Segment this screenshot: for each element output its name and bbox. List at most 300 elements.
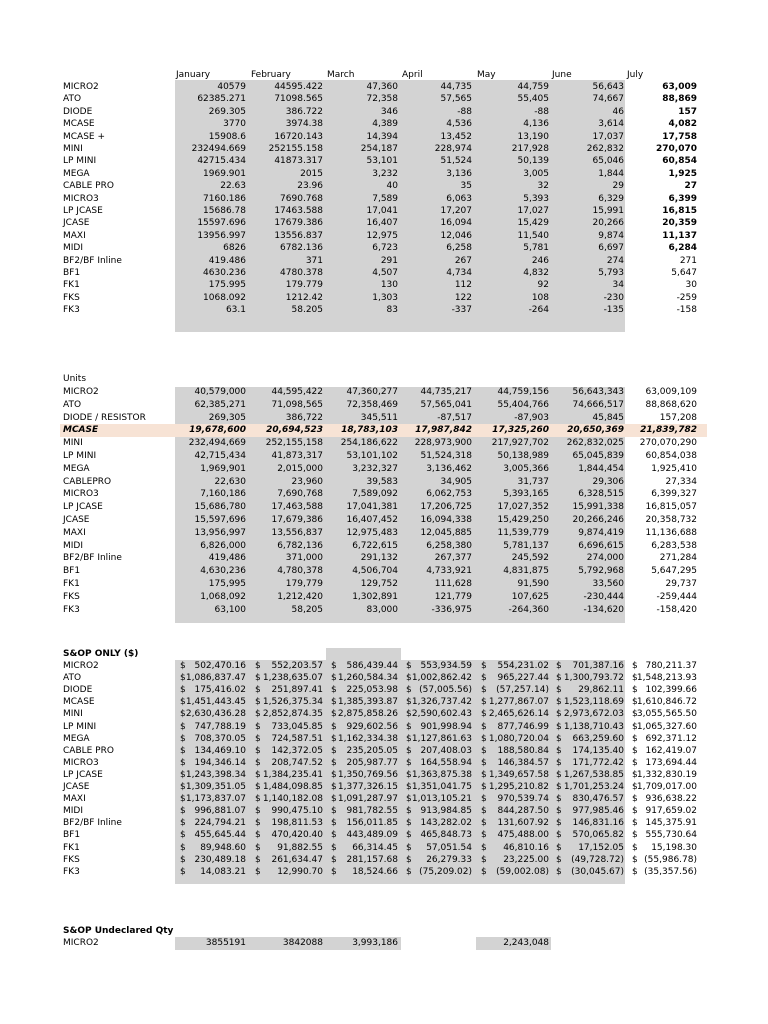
currency-symbol: $ — [556, 769, 562, 780]
cell: 11,540 — [517, 230, 549, 241]
cell: 29,737 — [665, 579, 697, 589]
cell: 15597.696 — [197, 218, 246, 229]
cell: 44,759 — [517, 82, 549, 92]
cell: 45,845 — [592, 412, 624, 423]
table-row — [0, 721, 768, 733]
cell: 13,956,997 — [194, 527, 246, 538]
cell: 17,325,260 — [492, 425, 549, 436]
cell: 18,783,103 — [341, 425, 398, 436]
cell: 65,045,839 — [572, 451, 624, 461]
cell: 20,266,246 — [572, 515, 624, 525]
table-row — [0, 143, 768, 155]
currency-symbol: $ — [406, 733, 412, 744]
value-amount: 145,375.91 — [645, 818, 697, 829]
cell: 7,160,186 — [200, 489, 246, 500]
cell — [180, 854, 246, 866]
currency-symbol: $ — [406, 842, 412, 853]
currency-symbol: $ — [632, 866, 638, 877]
value-amount: 1,065,327.60 — [636, 721, 697, 732]
row-label: LP MINI — [63, 721, 97, 732]
currency-symbol: $ — [331, 794, 337, 805]
cell — [331, 721, 398, 733]
cell — [331, 757, 398, 769]
cell: 27,334 — [665, 476, 697, 487]
currency-symbol: $ — [632, 697, 638, 708]
currency-symbol: $ — [255, 721, 261, 732]
currency-symbol: $ — [632, 769, 638, 780]
cell: 16,407 — [366, 218, 398, 229]
table-row — [0, 842, 768, 854]
currency-symbol: $ — [331, 830, 337, 841]
value-amount: 188,580.84 — [497, 745, 549, 756]
currency-symbol: $ — [406, 830, 412, 841]
cell — [632, 660, 697, 672]
value-amount: 1,451,443.45 — [185, 697, 246, 708]
cell: 20,694,523 — [266, 425, 323, 436]
value-amount: 1,526,375.34 — [262, 697, 323, 708]
cell: 74,666,517 — [572, 399, 624, 410]
cell: 47,360,277 — [346, 387, 398, 397]
value-amount: 830,476.57 — [572, 794, 624, 805]
value-amount: 1,138,710.43 — [563, 721, 624, 732]
cell: 71,098,565 — [271, 399, 323, 410]
value-amount: 990,475.10 — [271, 806, 323, 817]
cell: 35 — [460, 181, 472, 192]
cell: -336,975 — [431, 604, 472, 615]
table-row — [0, 805, 768, 817]
value-amount: 281,157.68 — [346, 854, 398, 865]
table-row — [0, 399, 768, 411]
currency-symbol: $ — [556, 709, 562, 720]
cell: 83,000 — [366, 604, 398, 615]
table-row — [0, 412, 768, 424]
cell: 17679.386 — [274, 218, 323, 229]
value-amount: 1,127,861.63 — [411, 733, 472, 744]
cell — [331, 842, 398, 854]
cell — [406, 696, 472, 708]
currency-symbol: $ — [331, 685, 337, 696]
currency-symbol: $ — [556, 721, 562, 732]
cell: 40,579,000 — [194, 387, 246, 397]
value-amount: 443,489.09 — [346, 830, 398, 841]
cell — [406, 866, 472, 878]
cell — [556, 733, 624, 745]
cell — [632, 793, 697, 805]
currency-symbol: $ — [255, 769, 261, 780]
value-amount: 230,489.18 — [194, 854, 246, 865]
cell: 3,005 — [523, 168, 549, 179]
table-row — [0, 660, 768, 672]
cell: 9,874,419 — [578, 527, 624, 538]
month-jul: July — [627, 70, 644, 80]
value-amount: 1,332,830.19 — [636, 769, 697, 780]
cell — [632, 769, 697, 781]
currency-symbol: $ — [481, 806, 487, 817]
cell: 217,927,702 — [491, 438, 549, 449]
cell: 15,597,696 — [194, 515, 246, 525]
row-label: BF2/BF Inline — [63, 818, 122, 829]
currency-symbol: $ — [180, 733, 186, 744]
value-amount: 1,243,398.34 — [185, 769, 246, 780]
cell: 44,595,422 — [271, 387, 323, 397]
cell: 3,232,327 — [352, 463, 398, 474]
currency-symbol: $ — [632, 806, 638, 817]
row-label: CABLE PRO — [63, 181, 114, 192]
cell: 4,734 — [446, 268, 472, 278]
row-label: DIODE — [63, 106, 93, 117]
cell — [556, 842, 624, 854]
cell: 17,041,381 — [346, 502, 398, 513]
cell — [481, 745, 549, 757]
table-row — [0, 604, 768, 616]
cell: 20,359 — [662, 218, 697, 229]
currency-symbol: $ — [331, 866, 337, 877]
cell: 3,136 — [446, 168, 472, 179]
cell — [180, 757, 246, 769]
cell — [556, 684, 624, 696]
table-row — [0, 463, 768, 475]
value-amount: 2,590,602.43 — [411, 709, 472, 720]
cell — [331, 696, 398, 708]
cell — [481, 854, 549, 866]
cell: -135 — [603, 305, 624, 316]
cell: 32 — [537, 181, 549, 192]
currency-symbol: $ — [255, 673, 261, 684]
value-amount: 26,279.33 — [426, 854, 472, 865]
cell: 63,009 — [662, 82, 697, 92]
currency-symbol: $ — [331, 661, 337, 671]
cell: 17,041 — [366, 206, 398, 216]
currency-symbol: $ — [331, 721, 337, 732]
value-amount: 66,314.45 — [352, 842, 398, 853]
value-amount: 780,211.37 — [645, 661, 697, 671]
currency-symbol: $ — [406, 794, 412, 805]
cell: 371 — [305, 255, 323, 266]
month-may: May — [477, 70, 496, 80]
currency-symbol: $ — [556, 745, 562, 756]
row-label: LP MINI — [63, 451, 97, 461]
cell: 121,779 — [434, 591, 472, 602]
currency-symbol: $ — [632, 685, 638, 696]
cell: 44,759,156 — [497, 387, 549, 397]
value-amount: 15,198.30 — [651, 842, 697, 853]
cell: 6,329 — [598, 193, 624, 204]
row-label: FKS — [63, 292, 80, 303]
currency-symbol: $ — [481, 757, 487, 768]
cell: 112 — [454, 280, 472, 291]
row-label: MEGA — [63, 733, 90, 744]
row-label: LP MINI — [63, 156, 97, 167]
cell — [481, 757, 549, 769]
sop-only-title: S&OP ONLY ($) — [63, 649, 139, 659]
currency-symbol: $ — [180, 661, 186, 671]
cell: 58,205 — [291, 604, 323, 615]
cell: 57,565,041 — [420, 399, 472, 410]
currency-symbol: $ — [556, 782, 562, 792]
cell — [481, 708, 549, 720]
cell: 42715.434 — [197, 156, 246, 167]
value-amount: 1,523,118.69 — [563, 697, 624, 708]
currency-symbol: $ — [556, 806, 562, 817]
table-row — [0, 781, 768, 793]
cell: 11,137 — [662, 230, 697, 241]
row-label: MCASE — [63, 425, 99, 436]
value-amount: 29,862.11 — [578, 685, 624, 696]
table3-shade-march-header — [326, 648, 401, 660]
cell: 270,070 — [656, 144, 697, 154]
currency-symbol: $ — [556, 733, 562, 744]
currency-symbol: $ — [180, 673, 186, 684]
currency-symbol: $ — [255, 709, 261, 720]
currency-symbol: $ — [556, 830, 562, 841]
cell: 17,206,725 — [420, 502, 472, 513]
cell: 16,094 — [440, 218, 472, 229]
cell: -337 — [451, 305, 472, 316]
cell: 228,973,900 — [414, 438, 472, 449]
cell — [331, 805, 398, 817]
cell — [180, 708, 246, 720]
currency-symbol: $ — [331, 782, 337, 792]
cell: 6,399 — [668, 193, 697, 204]
currency-symbol: $ — [632, 842, 638, 853]
cell: 6,062,753 — [426, 489, 472, 500]
cell: 15686.78 — [203, 206, 246, 216]
cell — [255, 866, 323, 878]
cell — [406, 793, 472, 805]
cell — [481, 866, 549, 878]
value-amount: 1,013,105.21 — [411, 794, 472, 805]
cell: 20,266 — [592, 218, 624, 229]
value-amount: 1,091,287.97 — [337, 794, 398, 805]
value-amount: 1,384,235.41 — [262, 769, 323, 780]
cell: 3,614 — [598, 119, 624, 130]
cell — [556, 805, 624, 817]
value-amount: 1,363,875.38 — [411, 769, 472, 780]
cell: 371,000 — [285, 553, 323, 564]
row-label: JCASE — [63, 218, 90, 229]
cell: 15,991 — [592, 206, 624, 216]
cell: -259,444 — [656, 591, 697, 602]
month-feb: February — [251, 70, 291, 80]
row-label: MICRO2 — [63, 387, 99, 397]
currency-symbol: $ — [331, 806, 337, 817]
row-label: MINI — [63, 144, 83, 154]
cell: -88 — [457, 106, 472, 117]
value-amount: 173,694.44 — [645, 757, 697, 768]
cell: 12,046 — [440, 230, 472, 241]
currency-symbol: $ — [180, 709, 186, 720]
cell — [481, 793, 549, 805]
value-amount: 162,419.07 — [645, 745, 697, 756]
value-amount: 901,998.94 — [420, 721, 472, 732]
currency-symbol: $ — [255, 745, 261, 756]
row-label: FK3 — [63, 866, 80, 877]
value-amount: 1,349,657.58 — [488, 769, 549, 780]
cell: 111,628 — [434, 579, 472, 589]
sop-undeclared-title: S&OP Undeclared Qty — [63, 926, 174, 936]
currency-symbol: $ — [481, 842, 487, 853]
currency-symbol: $ — [632, 782, 638, 792]
cell — [632, 733, 697, 745]
row-label: LP JCASE — [63, 206, 103, 216]
value-amount: 18,524.66 — [352, 866, 398, 877]
cell: 23,960 — [291, 476, 323, 487]
cell — [180, 793, 246, 805]
value-amount: 174,135.40 — [572, 745, 624, 756]
cell: 13,556,837 — [271, 527, 323, 538]
currency-symbol: $ — [180, 757, 186, 768]
table-row — [0, 424, 768, 436]
currency-symbol: $ — [331, 769, 337, 780]
month-apr: April — [402, 70, 423, 80]
value-amount: (57,257.14) — [496, 685, 549, 696]
cell: 1,844 — [598, 168, 624, 179]
cell: 15,991,338 — [572, 502, 624, 513]
currency-symbol: $ — [331, 745, 337, 756]
cell — [481, 842, 549, 854]
cell: 50,139 — [517, 156, 549, 167]
currency-symbol: $ — [481, 721, 487, 732]
cell: 11,136,688 — [645, 527, 697, 538]
cell: 46 — [612, 106, 624, 117]
currency-symbol: $ — [180, 806, 186, 817]
row-label: FK1 — [63, 280, 80, 291]
cell: 157,208 — [659, 412, 697, 423]
value-amount: 877,746.99 — [497, 721, 549, 732]
cell: 13,452 — [440, 131, 472, 142]
month-header-row — [0, 69, 768, 81]
table-row — [0, 937, 768, 949]
table-row — [0, 866, 768, 878]
cell: 39,583 — [366, 476, 398, 487]
cell — [481, 696, 549, 708]
currency-symbol: $ — [180, 866, 186, 877]
row-label: ATO — [63, 399, 82, 410]
cell: -134,620 — [583, 604, 624, 615]
cell: 31,737 — [517, 476, 549, 487]
cell — [255, 817, 323, 829]
currency-symbol: $ — [255, 757, 261, 768]
cell — [331, 672, 398, 684]
currency-symbol: $ — [331, 673, 337, 684]
cell: 5,792,968 — [578, 566, 624, 577]
cell: -264 — [528, 305, 549, 316]
row-label: MICRO2 — [63, 661, 99, 671]
cell — [556, 660, 624, 672]
value-amount: 3,055,565.50 — [636, 709, 697, 720]
value-amount: 1,260,584.34 — [337, 673, 398, 684]
month-jan: January — [176, 70, 211, 80]
cell: 12,975,483 — [346, 527, 398, 538]
cell — [406, 745, 472, 757]
cell — [556, 817, 624, 829]
currency-symbol: $ — [180, 697, 186, 708]
cell: 44,735 — [440, 82, 472, 92]
cell — [255, 793, 323, 805]
cell: 5,781 — [523, 243, 549, 254]
cell: 419,486 — [208, 553, 246, 564]
cell: 179.779 — [285, 280, 323, 291]
table-row — [0, 672, 768, 684]
value-amount: 131,607.92 — [497, 818, 549, 829]
currency-symbol: $ — [255, 685, 261, 696]
table-row — [0, 514, 768, 526]
row-label: LP JCASE — [63, 502, 103, 513]
cell: 262,832 — [586, 144, 624, 154]
row-label: MICRO2 — [63, 938, 99, 948]
cell — [406, 660, 472, 672]
cell: 6,782,136 — [277, 540, 323, 551]
table-row — [0, 527, 768, 539]
cell: 2015 — [300, 168, 323, 179]
cell: 274,000 — [586, 553, 624, 564]
currency-symbol: $ — [180, 830, 186, 841]
cell: 6,328,515 — [578, 489, 624, 500]
units-title: Units — [63, 374, 87, 384]
value-amount: 917,659.02 — [645, 806, 697, 817]
table-row — [0, 854, 768, 866]
value-amount: 23,225.00 — [503, 854, 549, 865]
cell: 16,815,057 — [645, 502, 697, 513]
row-label: MIDI — [63, 243, 84, 254]
cell: 23.96 — [297, 181, 323, 192]
cell — [255, 769, 323, 781]
value-amount: 171,772.42 — [572, 757, 624, 768]
cell: 55,405 — [517, 94, 549, 105]
value-amount: 1,548,213.93 — [636, 673, 697, 684]
table-row — [0, 501, 768, 513]
value-amount: 2,875,858.26 — [337, 709, 398, 720]
value-amount: 1,701,253.24 — [563, 782, 624, 792]
cell: 92 — [537, 280, 549, 291]
cell: 179,779 — [285, 579, 323, 589]
value-amount: 455,645.44 — [194, 830, 246, 841]
cell: 53,101,102 — [346, 451, 398, 461]
cell — [632, 696, 697, 708]
cell — [632, 781, 697, 793]
value-amount: 1,309,351.05 — [185, 782, 246, 792]
cell: 13956.997 — [197, 230, 246, 241]
row-label: MCASE — [63, 697, 95, 708]
cell: 57,565 — [440, 94, 472, 105]
value-amount: 1,385,393.87 — [337, 697, 398, 708]
cell: 6,399,327 — [651, 489, 697, 500]
cell: 271,284 — [659, 553, 697, 564]
currency-symbol: $ — [406, 745, 412, 756]
row-label: MICRO3 — [63, 757, 99, 768]
cell: 9,874 — [598, 230, 624, 241]
value-amount: 194,346.14 — [194, 757, 246, 768]
cell — [255, 842, 323, 854]
row-label: MICRO3 — [63, 489, 99, 500]
cell: -87,903 — [514, 412, 549, 423]
cell — [255, 660, 323, 672]
currency-symbol: $ — [406, 721, 412, 732]
cell: 88,869 — [662, 94, 697, 105]
cell: 6782.136 — [280, 243, 323, 254]
value-amount: 207,408.03 — [420, 745, 472, 756]
value-amount: 555,730.64 — [645, 830, 697, 841]
value-amount: 570,065.82 — [572, 830, 624, 841]
row-label: FKS — [63, 591, 80, 602]
cell: 267,377 — [434, 553, 472, 564]
cell: 108 — [531, 292, 549, 303]
value-amount: 475,488.00 — [497, 830, 549, 841]
cell — [406, 805, 472, 817]
row-label: MINI — [63, 438, 83, 449]
row-label: BF2/BF Inline — [63, 553, 122, 564]
cell: 4,136 — [523, 119, 549, 130]
